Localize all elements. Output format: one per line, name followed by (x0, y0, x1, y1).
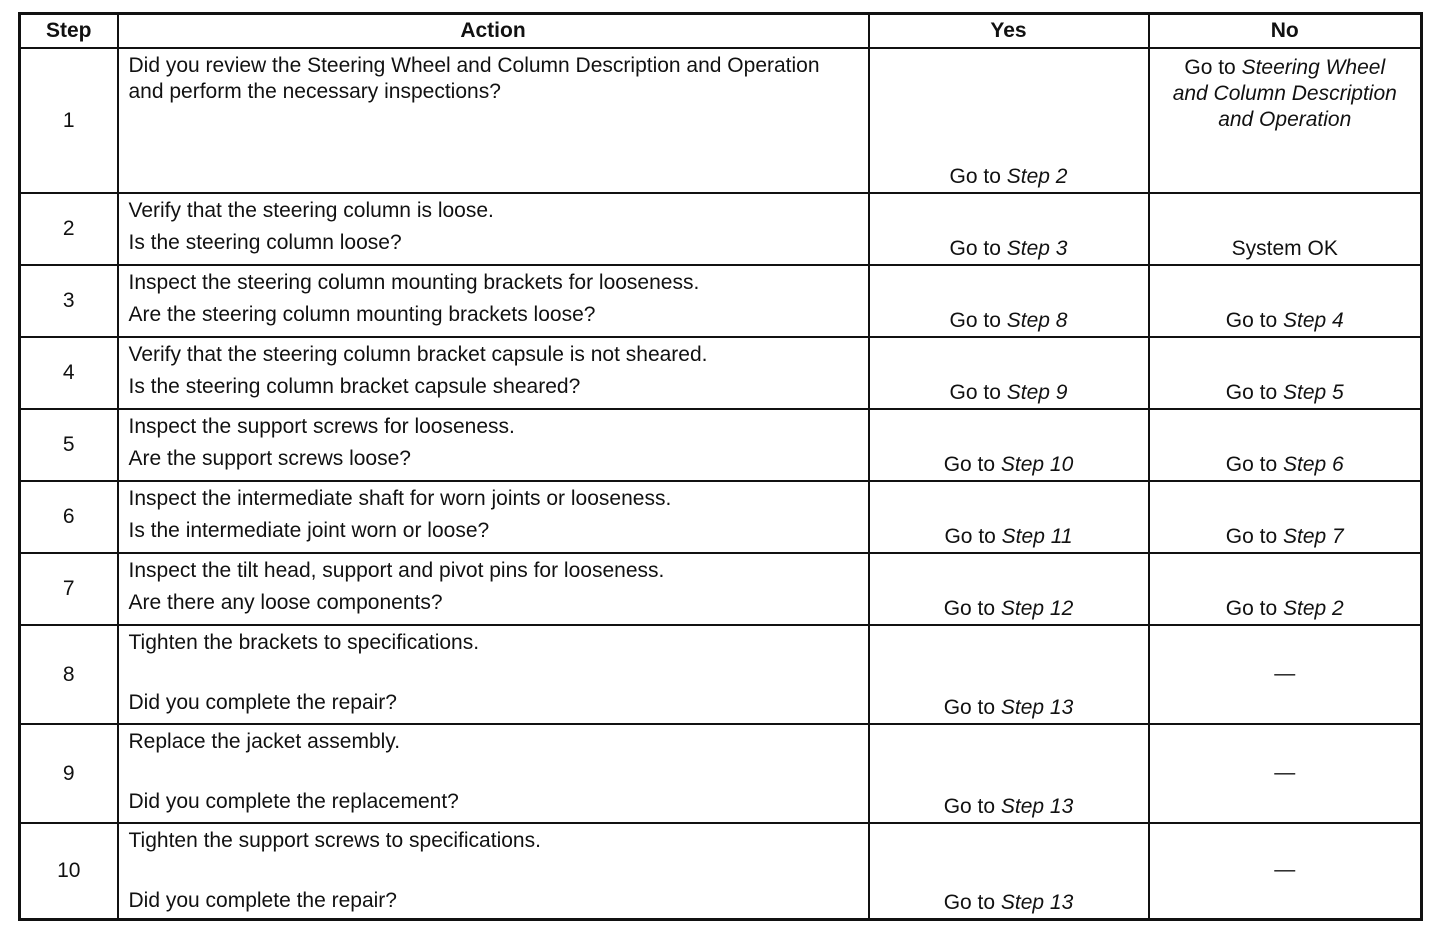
action-question: Are there any loose components? (128, 591, 443, 614)
yes-step-ref: Step 13 (1000, 795, 1074, 818)
table-row (20, 409, 1422, 481)
action-cell (118, 337, 869, 409)
step-number: 4 (20, 337, 118, 409)
table-row (20, 724, 1422, 823)
table-row (20, 193, 1422, 265)
yes-step-ref: Step 13 (1000, 891, 1074, 914)
yes-cell (869, 625, 1149, 724)
no-prefix: Go to (1225, 381, 1283, 404)
no-step-ref: Step 2 (1282, 597, 1344, 620)
yes-step-ref: Step 3 (1006, 237, 1068, 260)
step-number: 7 (20, 553, 118, 625)
no-prefix: Go to (1184, 56, 1242, 79)
yes-cell (869, 553, 1149, 625)
step-number: 10 (20, 823, 118, 920)
no-step-ref: Step 6 (1282, 453, 1344, 476)
table-row (20, 823, 1422, 920)
step-number: 2 (20, 193, 118, 265)
step-number: 5 (20, 409, 118, 481)
no-section-ref: Steering Wheel and Column Description and Operation (1172, 56, 1397, 131)
action-instruction: Verify that the steering column is loose. (128, 199, 494, 222)
action-instruction: Inspect the intermediate shaft for worn joints or looseness. (128, 487, 672, 510)
action-instruction: Inspect the support screws for looseness. (128, 415, 515, 438)
header-no: No (1149, 14, 1422, 49)
yes-prefix: Go to (943, 453, 1001, 476)
yes-prefix: Go to (949, 165, 1007, 188)
header-yes: Yes (869, 14, 1149, 49)
yes-cell (869, 409, 1149, 481)
yes-prefix: Go to (943, 891, 1001, 914)
step-number: 1 (20, 48, 118, 193)
yes-prefix: Go to (943, 597, 1001, 620)
no-cell (1149, 409, 1422, 481)
yes-prefix: Go to (944, 525, 1002, 548)
no-dash: — (1274, 858, 1296, 881)
yes-prefix: Go to (943, 795, 1001, 818)
yes-prefix: Go to (949, 381, 1007, 404)
no-cell (1149, 625, 1422, 724)
yes-prefix: Go to (949, 309, 1007, 332)
action-question: Did you complete the repair? (128, 691, 397, 714)
yes-cell (869, 265, 1149, 337)
no-cell (1149, 337, 1422, 409)
action-cell (118, 409, 869, 481)
no-dash: — (1274, 760, 1296, 784)
action-question: Are the support screws loose? (128, 447, 411, 470)
diagnostic-table (18, 12, 1423, 921)
step-number: 9 (20, 724, 118, 823)
action-question: Is the steering column loose? (128, 231, 402, 254)
action-cell (118, 553, 869, 625)
yes-step-ref: Step 8 (1006, 309, 1068, 332)
diagnostic-table-container (18, 12, 1420, 921)
step-number: 3 (20, 265, 118, 337)
no-text: System OK (1231, 237, 1338, 260)
action-cell (118, 265, 869, 337)
table-row (20, 553, 1422, 625)
table-row (20, 337, 1422, 409)
action-instruction: Tighten the support screws to specifications. (128, 829, 541, 852)
yes-prefix: Go to (943, 696, 1001, 719)
action-cell (118, 625, 869, 724)
no-cell (1149, 823, 1422, 920)
no-step-ref: Step 5 (1282, 381, 1344, 404)
action-question: Are the steering column mounting brackets loose? (128, 303, 596, 326)
action-instruction: Replace the jacket assembly. (128, 730, 401, 753)
yes-step-ref: Step 11 (1001, 525, 1073, 548)
yes-prefix: Go to (949, 237, 1007, 260)
table-header-row (20, 14, 1422, 49)
yes-cell (869, 481, 1149, 553)
yes-cell (869, 48, 1149, 193)
action-question: Is the steering column bracket capsule sheared? (128, 375, 581, 398)
table-row (20, 625, 1422, 724)
header-action: Action (118, 14, 869, 49)
action-cell (118, 193, 869, 265)
table-row (20, 481, 1422, 553)
step-number: 8 (20, 625, 118, 724)
header-step: Step (20, 14, 118, 49)
action-cell (118, 724, 869, 823)
action-question: Is the intermediate joint worn or loose? (128, 519, 490, 542)
action-cell (118, 823, 869, 920)
no-prefix: Go to (1225, 309, 1283, 332)
yes-cell (869, 724, 1149, 823)
no-cell (1149, 724, 1422, 823)
yes-step-ref: Step 10 (1000, 453, 1074, 476)
table-row (20, 265, 1422, 337)
no-prefix: Go to (1225, 525, 1283, 548)
yes-step-ref: Step 9 (1006, 381, 1068, 404)
yes-step-ref: Step 13 (1000, 696, 1074, 719)
no-prefix: Go to (1225, 597, 1283, 620)
action-question: Did you complete the repair? (128, 889, 397, 912)
no-cell (1149, 481, 1422, 553)
action-instruction: Verify that the steering column bracket capsule is not sheared. (128, 343, 708, 366)
yes-cell (869, 193, 1149, 265)
yes-step-ref: Step 12 (1000, 597, 1074, 620)
action-question: Did you complete the replacement? (128, 790, 459, 813)
yes-step-ref: Step 2 (1006, 165, 1068, 188)
no-cell (1149, 265, 1422, 337)
no-prefix: Go to (1225, 453, 1283, 476)
step-number: 6 (20, 481, 118, 553)
table-row (20, 48, 1422, 193)
yes-cell (869, 337, 1149, 409)
no-step-ref: Step 4 (1282, 309, 1344, 332)
action-text: Did you review the Steering Wheel and Column Description and Operation and perform the necessary inspections? (128, 54, 820, 103)
action-cell (118, 48, 869, 193)
no-cell (1149, 48, 1422, 193)
action-instruction: Inspect the tilt head, support and pivot pins for looseness. (128, 559, 665, 582)
action-instruction: Tighten the brackets to specifications. (128, 631, 480, 654)
action-cell (118, 481, 869, 553)
no-cell (1149, 553, 1422, 625)
action-instruction: Inspect the steering column mounting brackets for looseness. (128, 271, 700, 294)
no-dash: — (1274, 661, 1296, 685)
yes-cell (869, 823, 1149, 920)
no-cell (1149, 193, 1422, 265)
no-step-ref: Step 7 (1282, 525, 1344, 548)
